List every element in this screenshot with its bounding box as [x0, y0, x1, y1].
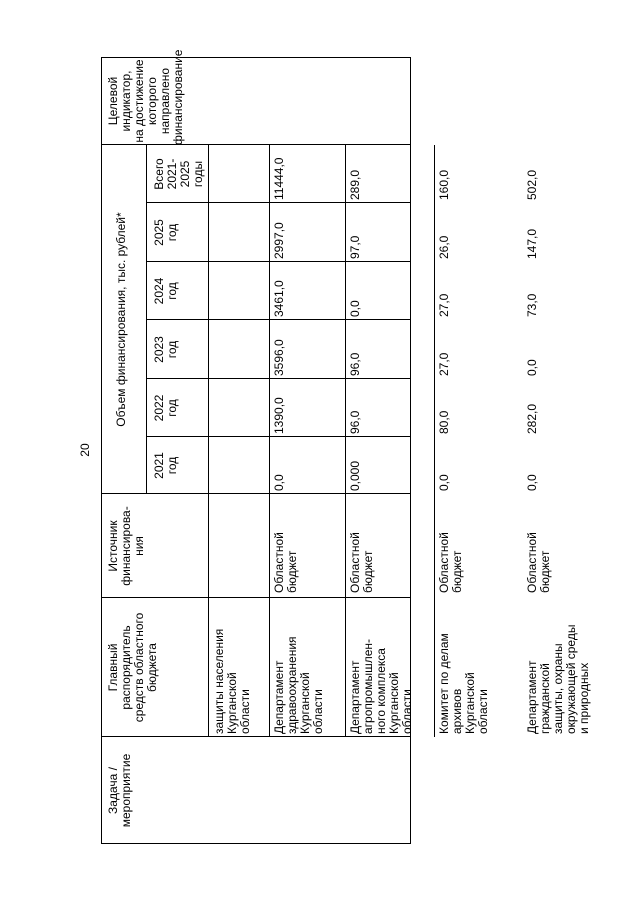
header-volume: Объем финансирования, тыс. рублей*: [114, 212, 128, 427]
row-source: Областной бюджет: [348, 532, 375, 593]
row-value: 11444,0: [272, 157, 286, 200]
row-value: 0,0: [437, 474, 451, 491]
row-source: Областной бюджет: [437, 532, 464, 593]
row-value: 3596,0: [272, 339, 286, 376]
row-distributor: защиты населения Курганской области: [212, 628, 252, 734]
table-border-top: [101, 57, 102, 844]
row-divider: [434, 145, 435, 737]
row-value: 80,0: [437, 410, 451, 434]
header-year: 2022 год: [152, 394, 179, 422]
row-value: 73,0: [525, 293, 539, 317]
row-value: 0,0: [348, 300, 362, 317]
row-value: 96,0: [348, 352, 362, 376]
row-value: 282,0: [525, 403, 539, 434]
row-divider: [269, 145, 270, 737]
row-value: 27,0: [437, 293, 451, 317]
year-column-divider: [146, 319, 411, 320]
volume-header-divider: [146, 145, 147, 494]
row-value: 0,0: [272, 474, 286, 491]
row-value: 0,000: [348, 460, 362, 491]
row-source: Областной бюджет: [525, 532, 552, 593]
header-bottom-line: [208, 145, 209, 737]
row-distributor: Комитет по делам архивов Курганской области: [437, 633, 490, 734]
funding-table: [101, 49, 591, 844]
year-column-divider: [146, 436, 411, 437]
row-value: 26,0: [437, 235, 451, 259]
row-distributor: Департамент агропромышлен- ного комплекса Курганской области: [348, 638, 414, 734]
row-value: 0,0: [525, 474, 539, 491]
header-task: Задача / мероприятие: [106, 753, 133, 828]
header-year: 2025 год: [152, 219, 179, 246]
header-year: 2021 год: [152, 452, 179, 479]
row-value: 97,0: [348, 235, 362, 259]
row-divider: [345, 145, 346, 737]
header-year: 2024 год: [152, 277, 179, 305]
row-value: 289,0: [348, 169, 362, 200]
row-value: 27,0: [437, 352, 451, 376]
header-indicator: Целевой индикатор, на достижение которого направлено финансирование: [106, 49, 185, 145]
header-distributor: Главный распорядитель средств областного бюджета: [106, 612, 159, 723]
row-value: 96,0: [348, 410, 362, 434]
header-year: Всего 2021- 2025 годы: [152, 158, 205, 190]
row-source: Областной бюджет: [272, 532, 299, 593]
header-year: 2023 год: [152, 336, 179, 363]
row-distributor: Департамент гражданской защиты, охраны окружающей среды и природных: [525, 624, 591, 734]
row-value: 160,0: [437, 169, 451, 200]
row-value: 3461,0: [272, 280, 286, 317]
column-divider: [101, 493, 411, 494]
year-column-divider: [146, 378, 411, 379]
page-number: 20: [78, 443, 92, 457]
row-value: 2997,0: [272, 222, 286, 259]
row-value: 502,0: [525, 169, 539, 200]
header-source: Источник финансирова- ния: [106, 506, 146, 586]
row-value: 1390,0: [272, 397, 286, 434]
row-value: 0,0: [525, 359, 539, 376]
year-column-divider: [146, 261, 411, 262]
row-value: 147,0: [525, 228, 539, 259]
table-rotation-frame: [101, 49, 591, 844]
row-distributor: Департамент здравоохранения Курганской области: [272, 636, 325, 734]
table-border-left: [101, 843, 411, 844]
